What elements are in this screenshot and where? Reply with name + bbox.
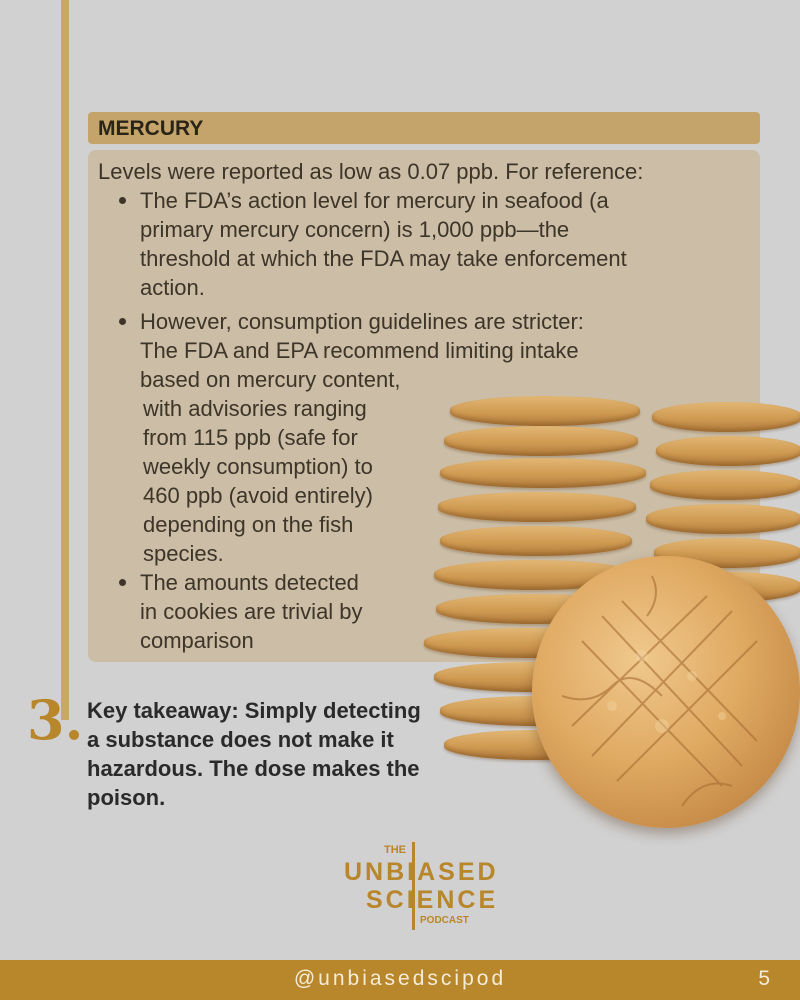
bullet-2-line: from 115 ppb (safe for	[143, 425, 358, 450]
cookies-image	[420, 388, 800, 838]
cookie-texture	[532, 556, 800, 828]
logo-line-2: SCIENCE	[366, 886, 499, 914]
bullet-3-line: in cookies are trivial by	[140, 599, 363, 624]
takeaway-number: 3.	[27, 688, 84, 752]
bullet-dot	[119, 579, 126, 586]
bullet-2-line: 460 ppb (avoid entirely)	[143, 483, 373, 508]
bullet-2-line: The FDA and EPA recommend limiting intake	[140, 338, 579, 363]
stack-cookie	[650, 470, 800, 500]
front-cookie	[532, 556, 800, 828]
section-title: MERCURY	[98, 117, 204, 140]
bullet-1-line: primary mercury concern) is 1,000 ppb—the	[140, 217, 570, 242]
stack-cookie	[656, 436, 800, 466]
bullet-2-line: However, consumption guidelines are stricter:	[140, 309, 584, 334]
decorative-vertical-line	[61, 0, 69, 720]
stack-cookie	[652, 402, 800, 432]
bullet-2-line: species.	[143, 541, 224, 566]
page-number: 5	[758, 967, 770, 990]
bullet-dot	[119, 197, 126, 204]
social-handle: @unbiasedscipod	[293, 967, 507, 990]
logo-line-1: UNBIASED	[344, 858, 499, 886]
logo-the: THE	[384, 844, 406, 856]
bullet-1-line: The FDA’s action level for mercury in seafood (a	[140, 188, 609, 213]
bullet-2-line: based on mercury content,	[140, 367, 401, 392]
stack-cookie	[438, 492, 636, 522]
footer-bar	[0, 960, 800, 1000]
bullet-1-line: threshold at which the FDA may take enforcement	[140, 246, 627, 271]
intro-line: Levels were reported as low as 0.07 ppb. For reference:	[98, 159, 644, 184]
stack-cookie	[444, 426, 638, 456]
bullet-2-line: with advisories ranging	[143, 396, 367, 421]
section-header	[88, 112, 760, 144]
bullet-dot	[119, 318, 126, 325]
bullet-1-line: action.	[140, 275, 205, 300]
stack-cookie	[450, 396, 640, 426]
logo-podcast: PODCAST	[420, 915, 469, 926]
bullet-3-line: The amounts detected	[140, 570, 359, 595]
stack-cookie	[440, 526, 632, 556]
bullet-2-line: weekly consumption) to	[143, 454, 373, 479]
key-takeaway-text: Key takeaway: Simply detecting a substance does not make it hazardous. The dose makes the poison.	[87, 698, 421, 810]
stack-cookie	[646, 504, 800, 534]
stack-cookie	[440, 458, 646, 488]
bullet-2-line: depending on the fish	[143, 512, 354, 537]
podcast-logo	[340, 838, 510, 933]
bullet-3-line: comparison	[140, 628, 254, 653]
